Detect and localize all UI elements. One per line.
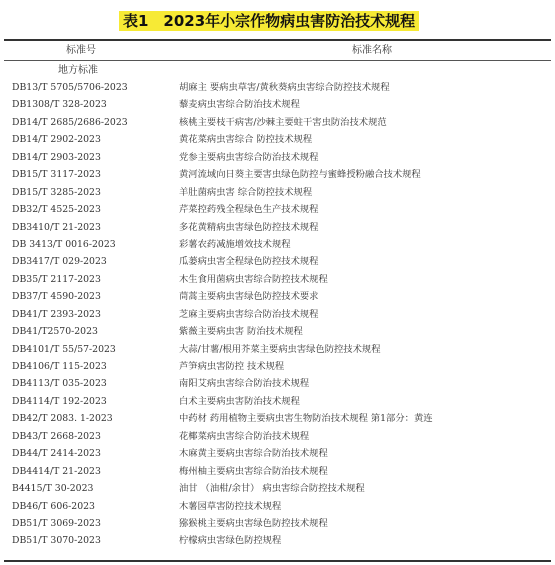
table-row bbox=[0, 131, 555, 148]
table-top-rule bbox=[4, 39, 551, 41]
table-row bbox=[0, 445, 555, 462]
table-row bbox=[0, 306, 555, 323]
table-row bbox=[0, 184, 555, 201]
table-row bbox=[0, 341, 555, 358]
standard-name: 花椰菜病虫害综合防治技术规程 bbox=[179, 430, 310, 442]
standard-number: DB51/T 3069-2023 bbox=[12, 517, 101, 529]
table-header-rule bbox=[4, 60, 551, 61]
standard-name: 柠檬病虫害绿色防控规程 bbox=[179, 535, 282, 547]
standard-name: 紫薇主要病虫害 防治技术规程 bbox=[179, 326, 303, 338]
standard-number: DB37/T 4590-2023 bbox=[12, 291, 101, 303]
table-row bbox=[0, 428, 555, 445]
standard-number: DB44/T 2414-2023 bbox=[12, 448, 101, 460]
standard-number: DB15/T 3117-2023 bbox=[12, 169, 101, 181]
table-body bbox=[0, 79, 555, 550]
standard-number: DB32/T 4525-2023 bbox=[12, 204, 101, 216]
standard-name: 油甘 （油柑/余甘） 病虫害综合防控技术规程 bbox=[179, 483, 365, 495]
title-bar bbox=[0, 0, 555, 40]
standard-number: DB41/T2570-2023 bbox=[12, 326, 98, 338]
standard-number: B4415/T 30-2023 bbox=[12, 483, 94, 495]
standard-name: 木麻黄主要病虫害综合防治技术规程 bbox=[179, 448, 328, 460]
table-row bbox=[0, 323, 555, 340]
page-title: 表1 2023年小宗作物病虫害防治技术规程 bbox=[119, 11, 419, 31]
standard-name: 藜麦病虫害综合防治技术规程 bbox=[179, 99, 300, 111]
standard-number: DB1308/T 328-2023 bbox=[12, 99, 107, 111]
standard-name: 大蒜/甘薯/根用芥菜主要病虫害绿色防控技术规程 bbox=[179, 343, 381, 355]
table-row bbox=[0, 498, 555, 515]
standard-number: DB3410/T 21-2023 bbox=[12, 221, 101, 233]
section-label: 地方标准 bbox=[58, 65, 98, 76]
header-standard-number: 标准号 bbox=[66, 45, 96, 56]
table-row bbox=[0, 236, 555, 253]
standard-number: DB41/T 2393-2023 bbox=[12, 308, 101, 320]
table-row bbox=[0, 253, 555, 270]
standard-number: DB4113/T 035-2023 bbox=[12, 378, 107, 390]
standard-name: 茼蒿主要病虫害绿色防控技术要求 bbox=[179, 291, 319, 303]
standard-number: DB15/T 3285-2023 bbox=[12, 186, 101, 198]
standard-name: 芹菜控药残全程绿色生产技术规程 bbox=[179, 204, 319, 216]
standard-name: 彩薯农药减施增效技术规程 bbox=[179, 238, 291, 250]
standard-name: 白术主要病虫害防治技术规程 bbox=[179, 395, 300, 407]
standard-number: DB51/T 3070-2023 bbox=[12, 535, 101, 547]
table-row bbox=[0, 219, 555, 236]
table-row bbox=[0, 515, 555, 532]
standard-number: DB3417/T 029-2023 bbox=[12, 256, 107, 268]
standard-name: 梅州柚主要病虫害综合防治技术规程 bbox=[179, 465, 328, 477]
standard-number: DB4101/T 55/57-2023 bbox=[12, 343, 116, 355]
table-row bbox=[0, 114, 555, 131]
table-row bbox=[0, 79, 555, 96]
standard-name: 猕猴桃主要病虫害绿色防控技术规程 bbox=[179, 517, 328, 529]
standard-name: 中药材 药用植物主要病虫害生物防治技术规程 第1部分：黄连 bbox=[179, 413, 433, 425]
standard-number: DB14/T 2902-2023 bbox=[12, 134, 101, 146]
standard-number: DB46/T 606-2023 bbox=[12, 500, 95, 512]
table-row bbox=[0, 288, 555, 305]
table-row bbox=[0, 480, 555, 497]
table-row bbox=[0, 393, 555, 410]
standard-number: DB35/T 2117-2023 bbox=[12, 273, 101, 285]
standard-name: 木生食用菌病虫害综合防控技术规程 bbox=[179, 273, 328, 285]
table-row bbox=[0, 201, 555, 218]
standard-name: 核桃主要枝干病害/沙棘主要蛀干害虫防治技术规范 bbox=[179, 116, 387, 128]
table-row bbox=[0, 96, 555, 113]
standard-number: DB43/T 2668-2023 bbox=[12, 430, 101, 442]
table-row bbox=[0, 149, 555, 166]
header-standard-name: 标准名称 bbox=[352, 45, 392, 56]
standard-number: DB4114/T 192-2023 bbox=[12, 395, 107, 407]
standard-number: DB14/T 2685/2686-2023 bbox=[12, 116, 128, 128]
standard-name: 黄河流域向日葵主要害虫绿色防控与蜜蜂授粉融合技术规程 bbox=[179, 169, 421, 181]
standard-name: 芦笋病虫害防控 技术规程 bbox=[179, 361, 285, 372]
standard-name: 芝麻主要病虫害综合防治技术规程 bbox=[179, 308, 319, 320]
table-row bbox=[0, 463, 555, 480]
standard-name: 南阳艾病虫害综合防治技术规程 bbox=[179, 378, 310, 390]
standard-name: 黄花菜病虫害综合 防控技术规程 bbox=[179, 134, 313, 146]
standard-name: 多花黄精病虫害绿色防控技术规程 bbox=[179, 221, 319, 233]
standard-number: DB13/T 5705/5706-2023 bbox=[12, 82, 128, 93]
standard-number: DB14/T 2903-2023 bbox=[12, 151, 101, 163]
table-row bbox=[0, 410, 555, 427]
standard-number: DB 3413/T 0016-2023 bbox=[12, 238, 116, 250]
standard-name: 胡麻主 要病虫草害/黄秋葵病虫害综合防控技术规程 bbox=[179, 82, 390, 93]
standard-name: 瓜蒌病虫害全程绿色防控技术规程 bbox=[179, 256, 319, 268]
standard-number: DB42/T 2083. 1-2023 bbox=[12, 413, 113, 425]
standard-name: 党参主要病虫害综合防治技术规程 bbox=[179, 151, 319, 163]
standard-number: DB4414/T 21-2023 bbox=[12, 465, 101, 477]
standard-name: 木薯园草害防控技术规程 bbox=[179, 500, 282, 512]
table-row bbox=[0, 166, 555, 183]
table-row bbox=[0, 375, 555, 392]
standard-name: 羊肚菌病虫害 综合防控技术规程 bbox=[179, 186, 313, 198]
table-row bbox=[0, 532, 555, 549]
standard-number: DB4106/T 115-2023 bbox=[12, 361, 107, 372]
table-row bbox=[0, 358, 555, 375]
table-bottom-rule bbox=[4, 560, 551, 562]
table-row bbox=[0, 271, 555, 288]
